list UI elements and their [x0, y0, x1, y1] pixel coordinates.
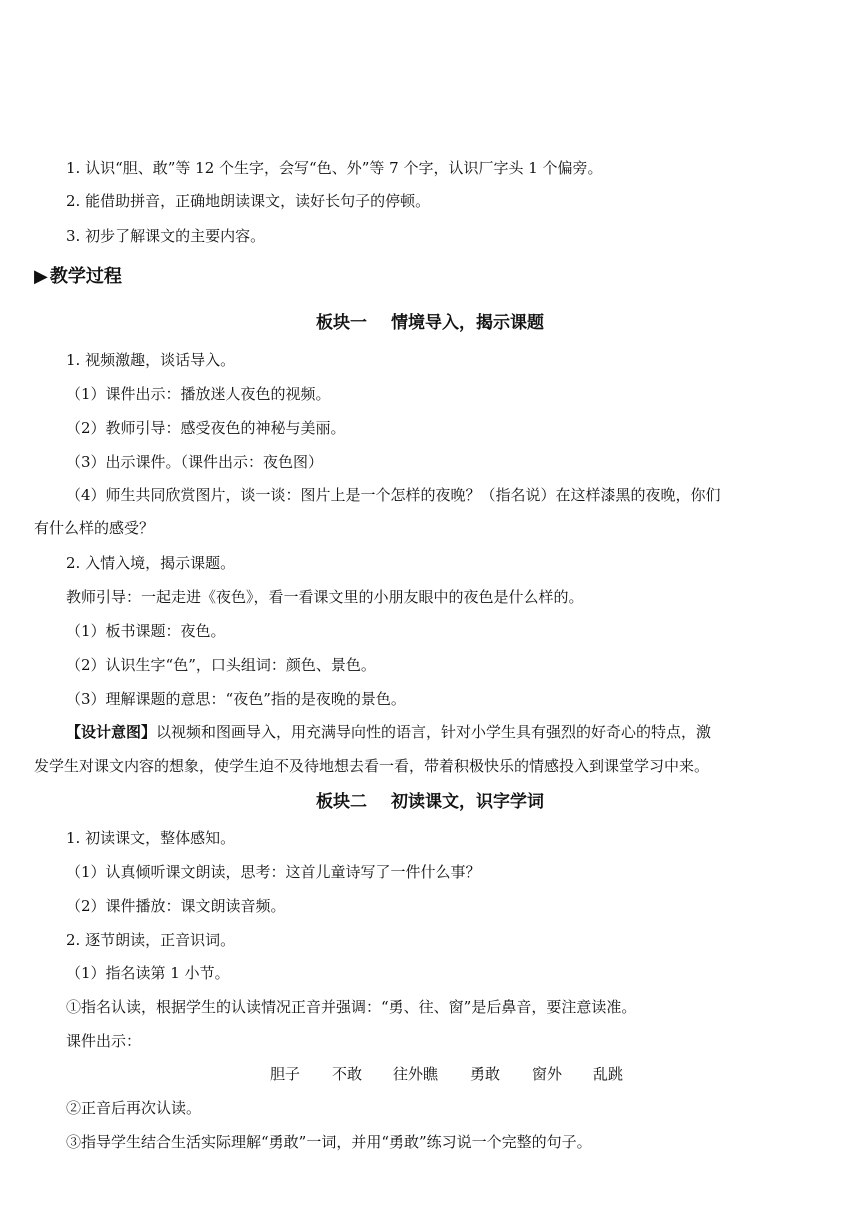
block2-title-b: 初读课文，识字学词 [391, 792, 544, 812]
section-heading [34, 265, 122, 289]
vocab-word: 往外瞧 [393, 1065, 439, 1083]
block1-title [0, 311, 860, 335]
design-intent-line-1 [66, 722, 711, 742]
block2-line: （2）课件播放：课文朗读音频。 [66, 897, 286, 915]
block1-line: （3）出示课件。（课件出示：夜色图） [66, 453, 324, 471]
design-intent-text-2: 发学生对课文内容的想象，使学生迫不及待地想去看一看，带着积极快乐的情感投入到课堂学习中来。 [34, 757, 710, 775]
block1-line: （4）师生共同欣赏图片，谈一谈：图片上是一个怎样的夜晚？（指名说）在这样漆黑的夜晚，你们 [66, 486, 721, 504]
design-intent-tag: 【设计意图】 [66, 723, 157, 741]
block1-line: （1）板书课题：夜色。 [66, 622, 226, 640]
block1-line: 1. 视频激趣，谈话导入。 [66, 351, 236, 369]
block1-title-b: 情境导入，揭示课题 [391, 313, 544, 333]
block1-line: （2）教师引导：感受夜色的神秘与美丽。 [66, 419, 346, 437]
block1-title-a: 板块一 [316, 313, 367, 333]
block2-after-line: ②正音后再次认读。 [66, 1099, 202, 1117]
block1-line: （1）课件出示：播放迷人夜色的视频。 [66, 385, 331, 403]
block2-after-line: ③指导学生结合生活实际理解“勇敢”一词，并用“勇敢”练习说一个完整的句子。 [66, 1133, 592, 1151]
block2-line: （1）认真倾听课文朗读，思考：这首儿童诗写了一件什么事？ [66, 863, 481, 881]
objective-3: 3. 初步了解课文的主要内容。 [66, 227, 266, 245]
vocab-word: 勇敢 [470, 1065, 501, 1083]
objective-1: 1. 认识“胆、敢”等 12 个生字，会写“色、外”等 7 个字，认识厂字头 1 个偏旁。 [66, 159, 603, 177]
block2-title-a: 板块二 [316, 792, 367, 812]
vocab-word: 胆子 [270, 1065, 301, 1083]
objective-2: 2. 能借助拼音，正确地朗读课文，读好长句子的停顿。 [66, 192, 431, 210]
vocab-word: 乱跳 [593, 1065, 624, 1083]
block2-line: 1. 初读课文，整体感知。 [66, 829, 236, 847]
block2-line: 课件出示： [66, 1032, 142, 1050]
block1-line: 2. 入情入境，揭示课题。 [66, 554, 236, 572]
vocab-word: 窗外 [532, 1065, 563, 1083]
block2-line: （1）指名读第 1 小节。 [66, 964, 230, 982]
block2-line: 2. 逐节朗读，正音识词。 [66, 931, 236, 949]
design-intent-text-1: 以视频和图画导入，用充满导向性的语言，针对小学生具有强烈的好奇心的特点，激 [156, 723, 712, 741]
block1-line: （2）认识生字“色”，口头组词：颜色、景色。 [66, 656, 376, 674]
block1-line: 教师引导：一起走进《夜色》，看一看课文里的小朋友眼中的夜色是什么样的。 [66, 588, 584, 606]
section-heading-text: 教学过程 [49, 266, 122, 287]
vocab-word: 不敢 [332, 1065, 363, 1083]
block2-line: ①指名认读，根据学生的认读情况正音并强调：“勇、往、窗”是后鼻音，要注意读准。 [66, 998, 637, 1016]
triangle-bullet-icon: ▶ [34, 266, 48, 287]
block1-line: （3）理解课题的意思：“夜色”指的是夜晚的景色。 [66, 690, 406, 708]
block2-title [0, 790, 860, 814]
block1-line: 有什么样的感受？ [34, 519, 155, 537]
